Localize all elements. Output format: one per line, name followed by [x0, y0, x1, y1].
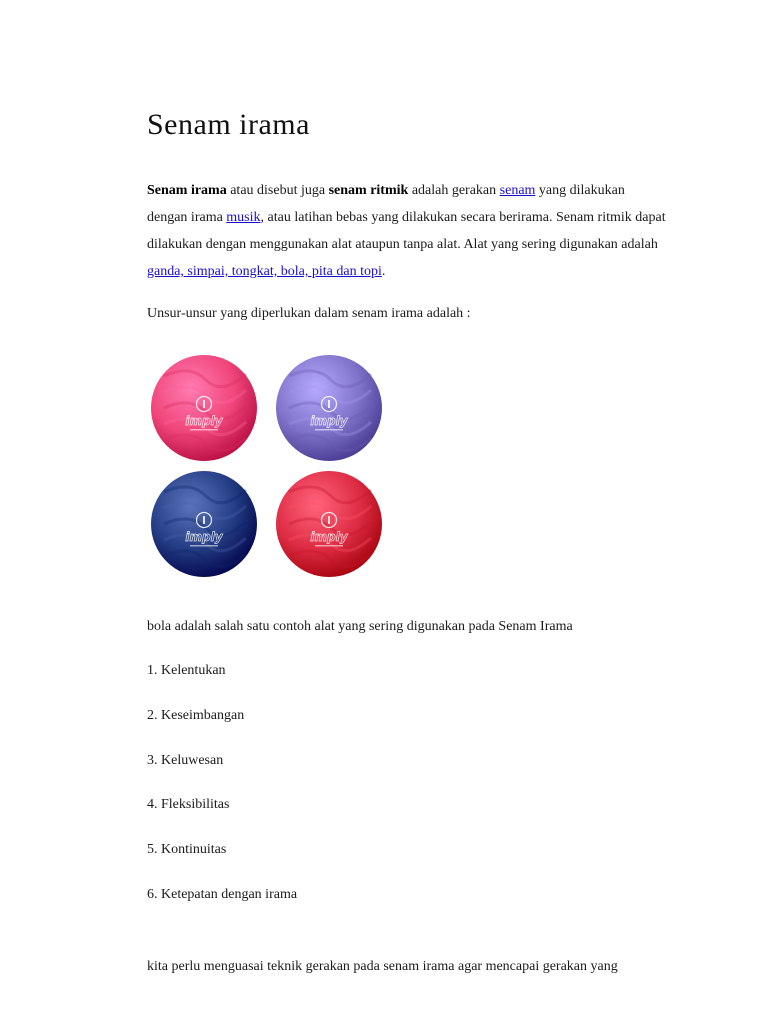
list-item: 6. Ketepatan dengan irama — [147, 887, 298, 902]
list-item: 2. Keseimbangan — [147, 708, 245, 723]
list-item: 4. Fleksibilitas — [147, 797, 230, 812]
list-item: 1. Kelentukan — [147, 663, 226, 678]
purple-ball-graphic — [275, 354, 383, 462]
term-senam-irama: Senam irama — [147, 183, 227, 198]
unsur-heading: Unsur-unsur yang diperlukan dalam senam irama adalah : — [147, 306, 471, 321]
brand-text: imply — [310, 414, 348, 428]
blue-ball-graphic — [150, 470, 258, 578]
image-caption: bola adalah salah satu contoh alat yang sering digunakan pada Senam Irama — [147, 619, 573, 634]
closing-paragraph: kita perlu menguasai teknik gerakan pada senam irama agar mencapai gerakan yang — [147, 959, 618, 974]
red-ball-graphic — [275, 470, 383, 578]
blue-ball — [150, 470, 258, 578]
pink-ball-graphic — [150, 354, 258, 462]
balls-image — [147, 348, 392, 588]
intro-text-2: adalah gerakan — [408, 183, 500, 198]
red-ball — [275, 470, 383, 578]
list-item: 5. Kontinuitas — [147, 842, 227, 857]
link-senam[interactable]: senam — [499, 183, 536, 198]
page-title: Senam irama — [147, 108, 310, 141]
brand-text: imply — [310, 530, 348, 544]
intro-text-4: , atau latihan bebas yang dilakukan secara berirama. Senam ritmik dapat dilakukan dengan menggunakan alat ataupun tanpa alat. Alat yang sering digunakan adalah — [147, 210, 666, 252]
term-senam-ritmik: senam ritmik — [328, 183, 409, 198]
intro-text-1: atau disebut juga — [226, 183, 329, 198]
link-alat[interactable]: ganda, simpai, tongkat, bola, pita dan topi — [147, 264, 382, 279]
intro-paragraph — [147, 177, 667, 285]
brand-text: imply — [185, 530, 223, 544]
link-musik[interactable]: musik — [226, 210, 261, 225]
list-item: 3. Keluwesan — [147, 753, 224, 768]
intro-text-3: yang dilakukan dengan irama — [147, 183, 625, 225]
intro-text-5: . — [381, 264, 386, 279]
pink-ball — [150, 354, 258, 462]
purple-ball — [275, 354, 383, 462]
brand-text: imply — [185, 414, 223, 428]
